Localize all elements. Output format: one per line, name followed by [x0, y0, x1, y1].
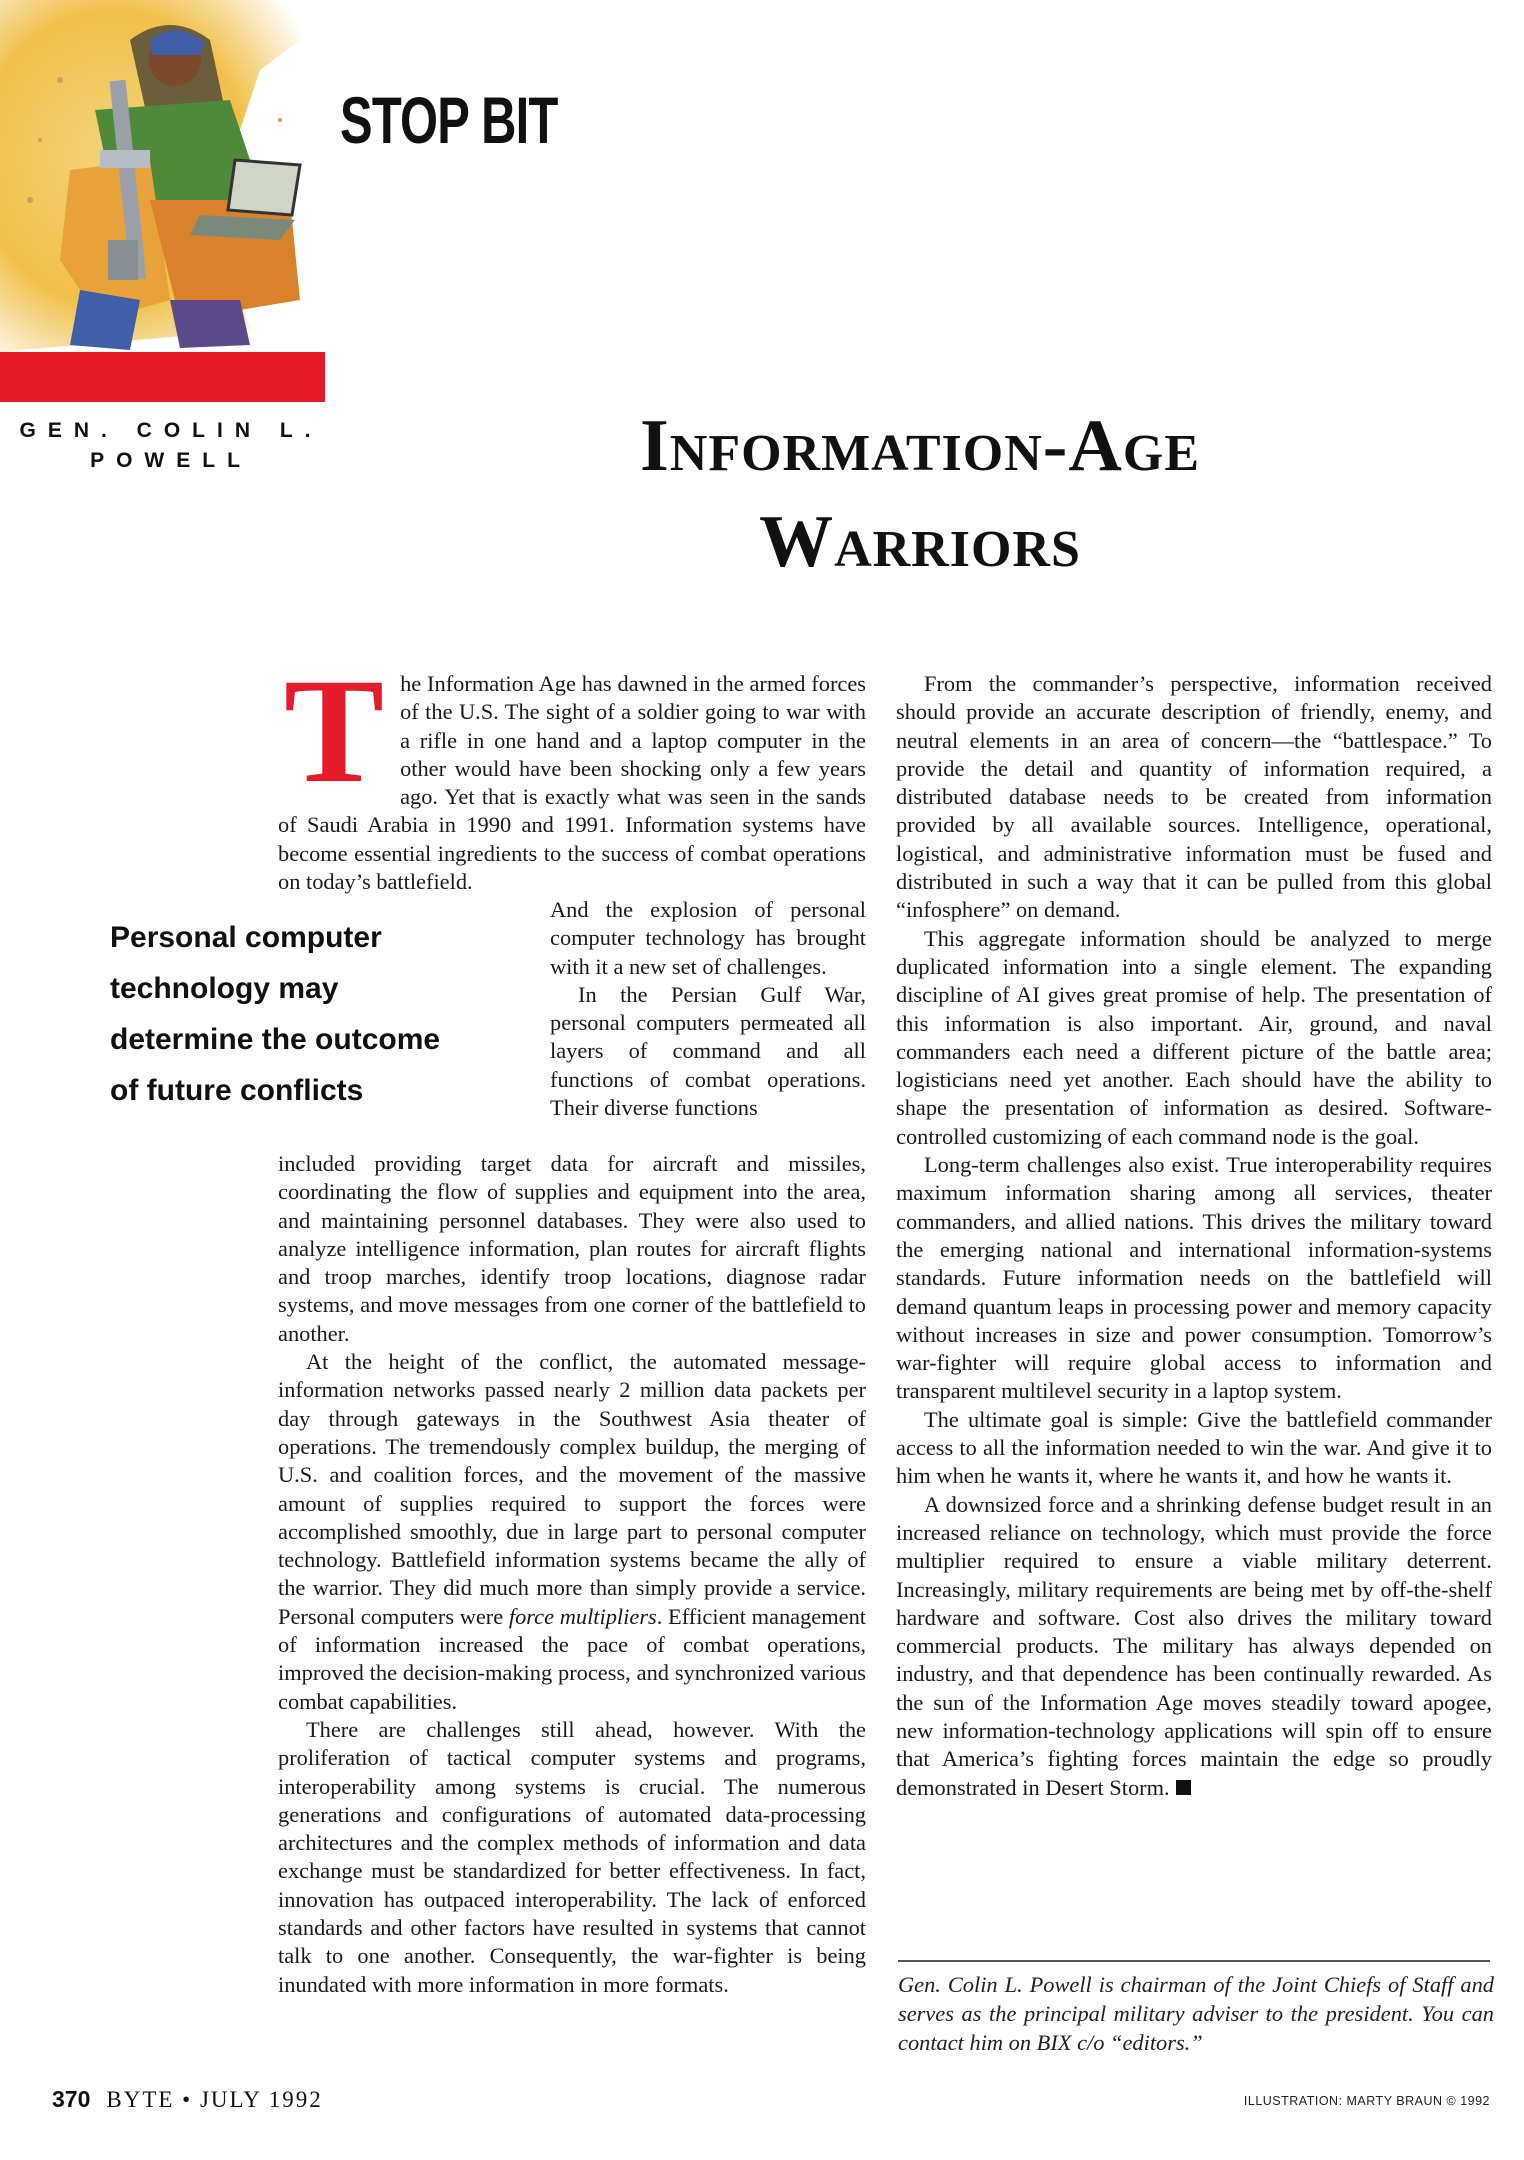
pull-quote	[110, 912, 530, 1116]
paragraph: This aggregate information should be analyzed to merge duplicated information into a single element. The expanding discipline of AI gives great promise of help. The presentation of this information is also important. Air, ground, and naval commanders each need a different picture of the battle area; logisticians need yet another. Each should have the ability to shape the presentation of information as desired. Software-controlled customizing of each command node is the goal.	[896, 925, 1492, 1149]
drop-cap: T	[284, 648, 385, 814]
paragraph: From the commander’s perspective, information received should provide an accurate description of friendly, enemy, and neutral elements in an area of concern—the “battlespace.” To provide the detail and quantity of information required, a distributed database needs to be created from information provided by all available sources. Intelligence, operational, logistical, and administrative information must be fused and distributed in such a way that it can be pulled from this global “infosphere” on demand.	[896, 671, 1492, 923]
page-folio	[52, 2086, 323, 2113]
article-column-1-opening	[278, 648, 866, 896]
column-title: STOP BIT	[340, 83, 558, 157]
author-bio: Gen. Colin L. Powell is chairman of the Joint Chiefs of Staff and serves as the principal military adviser to the president. You can contact him on BIX c/o “editors.”	[898, 1972, 1494, 2055]
page-number: 370	[52, 2086, 91, 2112]
paragraph-text: . Efficient management of information increased the pace of combat operations, improved the decision-making process, and synchronized various combat capabilities.	[278, 1603, 866, 1714]
author-byline: GEN. COLIN L. POWELL	[19, 419, 323, 472]
soldier-with-laptop-illustration	[0, 0, 330, 360]
paragraph: Long-term challenges also exist. True interoperability requires maximum information sharing among all services, theater commanders, and allied nations. This drives the military toward the emerging national and international information-systems standards. Future information needs on the battlefield will demand quantum leaps in processing power and memory capacity without increases in size and power consumption. Tomorrow’s war-fighter will require global access to information and transparent multilevel security in a laptop system.	[896, 1152, 1492, 1404]
pull-quote-line: technology may	[110, 972, 339, 1005]
paragraph: There are challenges still ahead, however. With the proliferation of tactical computer systems and programs, interoperability among systems is crucial. The numerous generations and configurations of automated data-processing architectures and the complex methods of information and data exchange must be standardized for better effectiveness. In fact, innovation has outpaced interoperability. The lack of enforced standards and other factors have resulted in systems that cannot talk to one another. Consequently, the war-fighter is being inundated with more information in more formats.	[278, 1716, 866, 1997]
paragraph: included providing target data for aircraft and missiles, coordinating the flow of supplies and equipment into the area, and maintaining personnel databases. They were also used to analyze intelligence information, plan routes for aircraft flights and troop marches, identify troop locations, diagnose radar systems, and move messages from one corner of the battlefield to another.	[278, 1151, 866, 1346]
illustration-credit: ILLUSTRATION: MARTY BRAUN © 1992	[1243, 2094, 1490, 2108]
magazine-issue: BYTE • JULY 1992	[106, 2087, 323, 2112]
paragraph: In the Persian Gulf War, personal computers permeated all layers of command and all functions of combat operations. Their diverse functions	[550, 981, 866, 1121]
article-column-1-narrow	[550, 896, 866, 1122]
end-of-story-mark-icon	[1176, 1780, 1191, 1795]
paragraph	[278, 1348, 866, 1716]
paragraph-text: A downsized force and a shrinking defense budget result in an increased reliance on technology, which must provide the force multiplier required to ensure a viable military deterrent. Increasingly, military requirements are being met by off-the-shelf hardware and software. Cost also drives the military toward commercial products. The military has always depended on industry, and that dependence has been continually rewarded. As the sun of the Information Age moves steadily toward apogee, new information-technology applications will spin off to ensure that America’s fighting forces maintain the edge so proudly demonstrated in Desert Storm.	[896, 1491, 1492, 1800]
article-headline	[440, 398, 1400, 590]
article-column-2	[896, 670, 1492, 1802]
emphasis-text: force multipliers	[508, 1603, 657, 1629]
paragraph	[896, 1491, 1492, 1802]
paragraph: And the explosion of personal computer technology has brought with it a new set of challenges.	[550, 897, 866, 979]
paragraph-text: At the height of the conflict, the automated message-information networks passed nearly 2 million data packets per day through gateways in the Southwest Asia theater of operations. The tremendously complex buildup, the merging of U.S. and coalition forces, and the movement of the massive amount of supplies required to support the forces were accomplished smoothly, due in large part to personal computer technology. Battlefield information systems became the ally of the warrior. They did much more than simply provide a service. Personal computers were	[278, 1349, 866, 1629]
article-column-1-continuation	[278, 1150, 866, 1999]
headline-line-2: Warriors	[759, 501, 1081, 583]
pull-quote-line: determine the outcome	[110, 1023, 441, 1056]
headline-line-1: Information-Age	[639, 405, 1201, 487]
pull-quote-line: of future conflicts	[110, 1074, 364, 1107]
bio-divider	[898, 1960, 1490, 1962]
paragraph	[278, 648, 866, 896]
pull-quote-line: Personal computer	[110, 921, 382, 954]
paragraph: The ultimate goal is simple: Give the battlefield commander access to all the information needed to win the war. And give it to him when he wants it, where he wants it, and how he wants it.	[896, 1406, 1492, 1489]
accent-red-bar	[0, 352, 325, 402]
paragraph-text: he Information Age has dawned in the armed forces of the U.S. The sight of a soldier going to war with a rifle in one hand and a laptop computer in the other would have been shocking only a few years ago. Yet that is exactly what was seen in the sands of Saudi Arabia in 1990 and 1991. Information systems have become essential ingredients to the success of combat operations on today’s battlefield.	[278, 671, 866, 895]
